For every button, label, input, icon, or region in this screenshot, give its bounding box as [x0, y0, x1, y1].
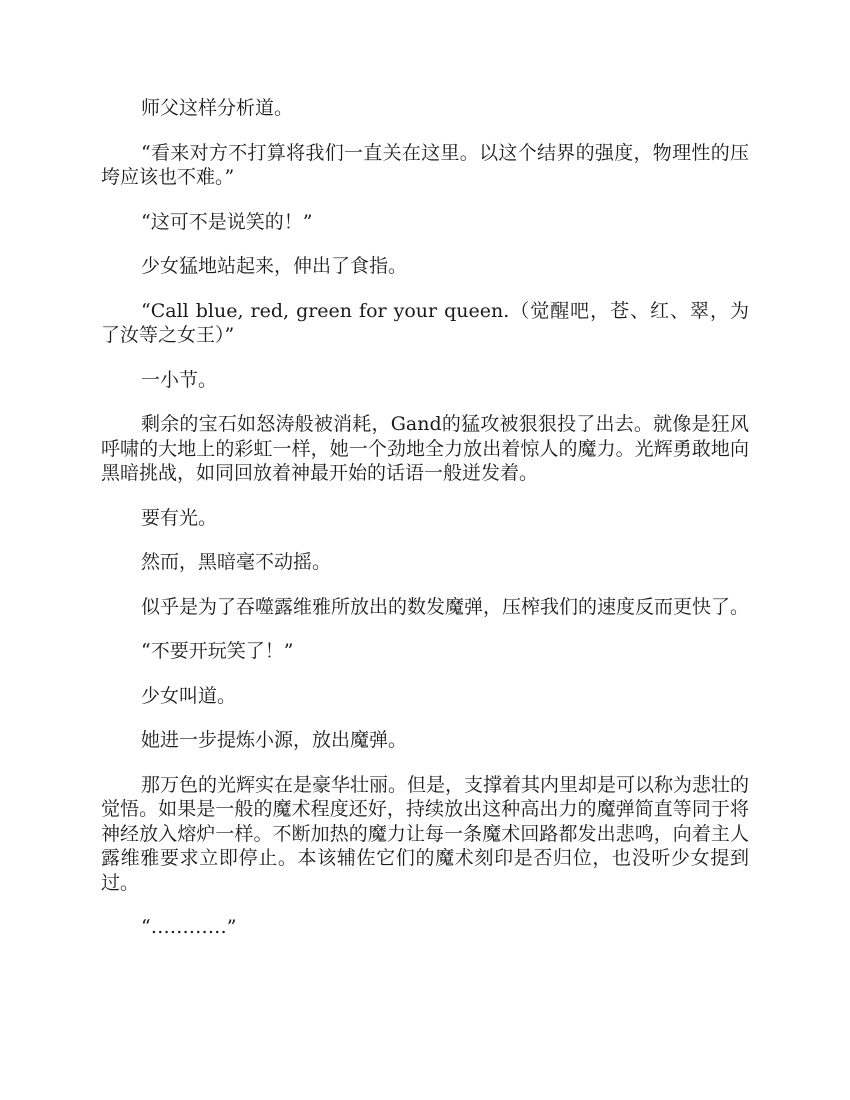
paragraph: 似乎是为了吞噬露维雅所放出的数发魔弹，压榨我们的速度反而更快了。 — [141, 595, 750, 618]
paragraph: 她进一步提炼小源，放出魔弹。 — [141, 729, 408, 751]
paragraph: 然而，黑暗毫不动摇。 — [141, 551, 332, 573]
paragraph: 要有光。 — [141, 506, 218, 529]
paragraph: “…………” — [141, 916, 237, 938]
document-page — [101, 96, 749, 960]
paragraph: 少女猛地站起来，伸出了食指。 — [141, 255, 408, 277]
paragraph: “Call blue, red, green for your queen.（觉醒吧，苍、红、翠，为了汝等之女王）” — [101, 299, 749, 346]
paragraph: 一小节。 — [141, 368, 218, 391]
paragraph: “看来对方不打算将我们一直关在这里。以这个结界的强度，物理性的压垮应该也不难。” — [101, 141, 749, 188]
paragraph: “不要开玩笑了！” — [141, 640, 294, 662]
paragraph: 剩余的宝石如怒涛般被消耗，Gand的猛攻被狠狠投了出去。就像是狂风呼啸的大地上的彩虹一样，她一个劲地全力放出着惊人的魔力。光辉勇敢地向黑暗挑战，如同回放着神最开始的话语一般迸发着。 — [101, 413, 749, 484]
paragraph: 少女叫道。 — [141, 684, 237, 707]
paragraph: “这可不是说笑的！” — [141, 210, 313, 233]
paragraph: 师父这样分析道。 — [141, 97, 294, 119]
paragraph: 那万色的光辉实在是豪华壮丽。但是，支撑着其内里却是可以称为悲壮的觉悟。如果是一般的魔术程度还好，持续放出这种高出力的魔弹简直等同于将神经放入熔炉一样。不断加热的魔力让每一条魔术回路都发出悲鸣，向着主人露维雅要求立即停止。本该辅佐它们的魔术刻印是否归位，也没听少女提到过。 — [101, 773, 750, 894]
